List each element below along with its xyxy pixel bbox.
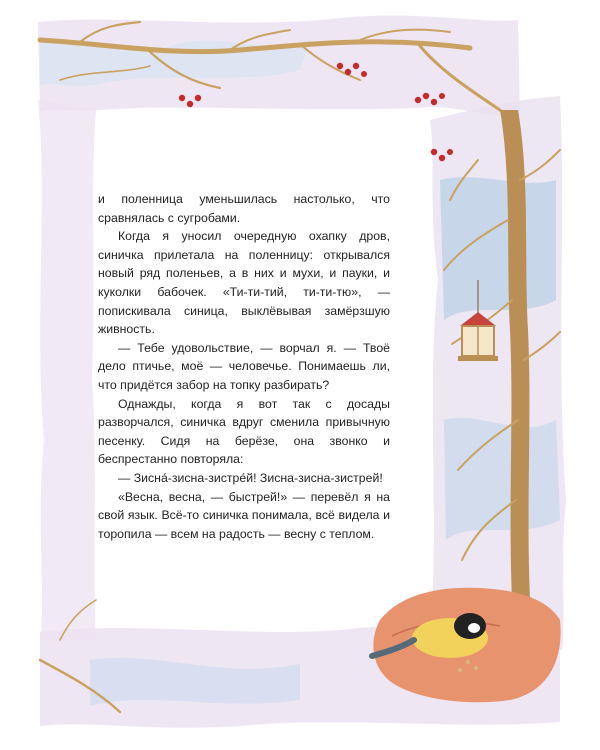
left-snow-band bbox=[38, 100, 96, 640]
paragraph-2: Когда я уносил очередную охапку дров, синичка прилетала на поленницу: открывался новый ряд поленьев, а в них и мухи, и пауки, и куколки бабочек. «Ти-ти-тий, ти-ти-тю», — попискивала синица, выклёвывая замёрзшую живность. bbox=[98, 229, 390, 337]
paragraph-3: — Тебе удовольствие, — ворчал я. — Твоё дело птичье, моё — человечье. Понимаешь ли, что придётся забор на топку разбирать? bbox=[98, 340, 390, 392]
paragraph-1: и поленница уменьшилась настолько, что сравнялась с сугробами. bbox=[98, 192, 390, 225]
story-text bbox=[98, 190, 390, 543]
paragraph-6: «Весна, весна, — быстрей!» — перевёл я на свой язык. Всё-то синичка понимала, всё видела и торопила — всем на радость — весну с теплом. bbox=[98, 489, 390, 541]
paragraph-5: — Зисна́-зисна-зистре́й! Зисна-зисна-зистрей! bbox=[118, 470, 383, 485]
hands-with-tit bbox=[372, 588, 561, 703]
right-blue-wash bbox=[440, 177, 556, 320]
right-blue-wash-2 bbox=[444, 418, 560, 540]
paragraph-4: Однажды, когда я вот так с досады разворчался, синичка вдруг сменила привычную песенку. Сидя на берёзе, она звонко и беспрестанно повторяла: bbox=[98, 396, 390, 467]
